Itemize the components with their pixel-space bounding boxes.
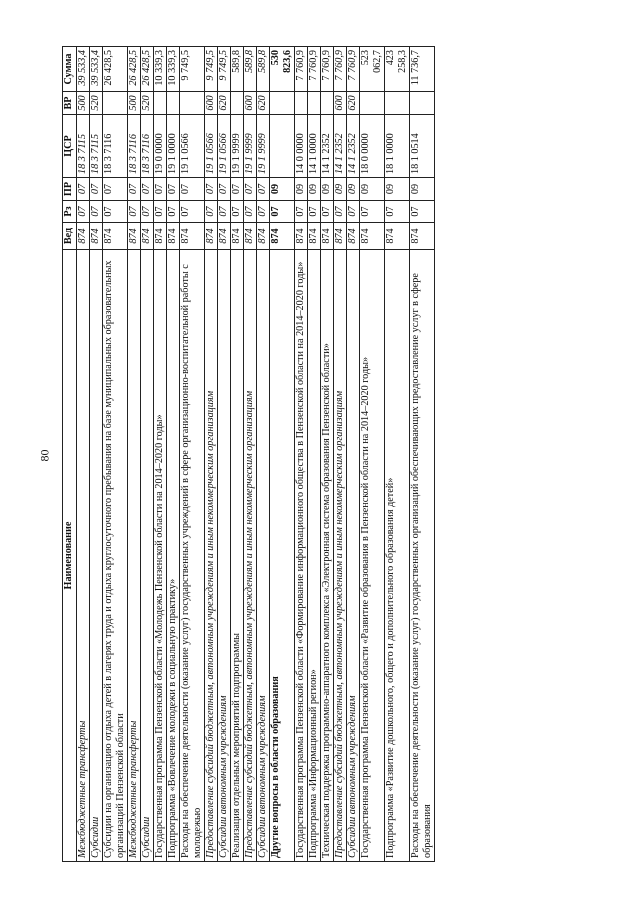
cell-rz: 07: [205, 201, 218, 223]
cell-sum: 7 760,9: [347, 47, 360, 92]
cell-rz: 07: [308, 201, 321, 223]
page-number: 80: [37, 449, 52, 462]
cell-ved: 874: [180, 223, 205, 250]
cell-name: Предоставление субсидий бюджетным, автономным учреждениям и иным некоммерческим организациям: [244, 250, 257, 862]
header-ved: Вед: [63, 223, 77, 250]
table-row: [90, 47, 103, 862]
cell-sum: 10 339,3: [167, 47, 180, 92]
table-row: [205, 47, 218, 862]
cell-sum: 589,8: [244, 47, 257, 92]
header-vr: ВР: [63, 92, 77, 115]
cell-pr: 09: [360, 178, 385, 201]
cell-vr: [410, 92, 435, 115]
cell-pr: 07: [154, 178, 167, 201]
cell-ved: 874: [308, 223, 321, 250]
header-pr: ПР: [63, 178, 77, 201]
cell-sum: 11 736,7: [410, 47, 435, 92]
cell-name: Расходы на обеспечение деятельности (оказание услуг) государственных учреждений в сфере организационно-воспитательной работы с молодежью: [180, 250, 205, 862]
cell-rz: 07: [231, 201, 244, 223]
cell-csr: 19 1 0566: [205, 115, 218, 178]
cell-ved: 874: [167, 223, 180, 250]
cell-rz: 07: [321, 201, 334, 223]
cell-rz: 07: [103, 201, 128, 223]
cell-vr: 500: [77, 92, 90, 115]
cell-pr: 07: [128, 178, 141, 201]
table-row: [360, 47, 385, 862]
rotated-table-container: [62, 47, 582, 862]
cell-ved: 874: [77, 223, 90, 250]
cell-ved: 874: [257, 223, 270, 250]
cell-ved: 874: [103, 223, 128, 250]
table-row: [270, 47, 295, 862]
cell-sum: 9 749,5: [180, 47, 205, 92]
cell-ved: 874: [141, 223, 154, 250]
cell-pr: 09: [321, 178, 334, 201]
cell-sum: 7 760,9: [321, 47, 334, 92]
cell-pr: 07: [205, 178, 218, 201]
cell-sum: 26 428,5: [141, 47, 154, 92]
cell-name: Государственная программа Пензенской области «Развитие образования в Пензенской области на 2014–2020 годы»: [360, 250, 385, 862]
cell-csr: [270, 115, 295, 178]
cell-pr: 09: [347, 178, 360, 201]
cell-csr: 18 3 7115: [77, 115, 90, 178]
cell-ved: 874: [360, 223, 385, 250]
cell-pr: 09: [334, 178, 347, 201]
table-header-row: [63, 47, 77, 862]
cell-name: Подпрограмма «Информационный регион»: [308, 250, 321, 862]
table-row: [410, 47, 435, 862]
cell-vr: [295, 92, 308, 115]
cell-rz: 07: [154, 201, 167, 223]
header-name: Наименование: [63, 250, 77, 862]
cell-vr: 600: [334, 92, 347, 115]
cell-rz: 07: [410, 201, 435, 223]
cell-rz: 07: [77, 201, 90, 223]
budget-table: [62, 46, 435, 862]
cell-csr: 19 1 0566: [180, 115, 205, 178]
cell-csr: 19 1 9999: [244, 115, 257, 178]
cell-sum: 523 062,7: [360, 47, 385, 92]
table-row: [231, 47, 244, 862]
cell-sum: 7 760,9: [308, 47, 321, 92]
table-row: [347, 47, 360, 862]
cell-vr: 620: [257, 92, 270, 115]
cell-rz: 07: [334, 201, 347, 223]
cell-csr: 18 1 0514: [410, 115, 435, 178]
cell-name: Реализация отдельных мероприятий подпрограммы: [231, 250, 244, 862]
cell-ved: 874: [205, 223, 218, 250]
cell-pr: 07: [103, 178, 128, 201]
header-csr: ЦСР: [63, 115, 77, 178]
table-row: [167, 47, 180, 862]
cell-rz: 07: [385, 201, 410, 223]
cell-csr: 14 1 2352: [334, 115, 347, 178]
table-row: [154, 47, 167, 862]
cell-rz: 07: [360, 201, 385, 223]
table-row: [334, 47, 347, 862]
cell-vr: [385, 92, 410, 115]
cell-vr: 620: [218, 92, 231, 115]
cell-ved: 874: [128, 223, 141, 250]
cell-sum: 9 749,5: [218, 47, 231, 92]
table-row: [295, 47, 308, 862]
cell-pr: 09: [270, 178, 295, 201]
cell-ved: 874: [385, 223, 410, 250]
cell-pr: 07: [167, 178, 180, 201]
cell-csr: 19 1 0566: [218, 115, 231, 178]
table-row: [244, 47, 257, 862]
cell-rz: 07: [90, 201, 103, 223]
cell-sum: 423 258,3: [385, 47, 410, 92]
cell-pr: 09: [410, 178, 435, 201]
cell-csr: 14 1 0000: [308, 115, 321, 178]
table-row: [321, 47, 334, 862]
cell-pr: 09: [385, 178, 410, 201]
table-row: [141, 47, 154, 862]
cell-ved: 874: [231, 223, 244, 250]
cell-vr: [321, 92, 334, 115]
cell-rz: 07: [244, 201, 257, 223]
cell-ved: 874: [410, 223, 435, 250]
cell-vr: [360, 92, 385, 115]
header-sum: Сумма: [63, 47, 77, 92]
cell-csr: 19 0 0000: [154, 115, 167, 178]
cell-vr: [180, 92, 205, 115]
cell-ved: 874: [218, 223, 231, 250]
cell-name: Межбюджетные трансферты: [77, 250, 90, 862]
cell-csr: 19 1 9999: [257, 115, 270, 178]
cell-name: Субсидии на организацию отдыха детей в лагерях труда и отдыха круглосуточного пребывания на базе муниципальных образовательных организаций Пензенской области: [103, 250, 128, 862]
cell-sum: 7 760,9: [295, 47, 308, 92]
cell-csr: 14 1 2352: [321, 115, 334, 178]
cell-pr: 07: [77, 178, 90, 201]
cell-rz: 07: [257, 201, 270, 223]
cell-sum: 39 533,4: [90, 47, 103, 92]
cell-vr: [167, 92, 180, 115]
cell-name: Государственная программа Пензенской области «Молодежь Пензенской области на 2014–2020 годы»: [154, 250, 167, 862]
cell-rz: 07: [128, 201, 141, 223]
cell-name: Субсидии: [141, 250, 154, 862]
cell-pr: 07: [141, 178, 154, 201]
header-rz: Рз: [63, 201, 77, 223]
cell-vr: 620: [347, 92, 360, 115]
table-row: [180, 47, 205, 862]
cell-pr: 07: [257, 178, 270, 201]
cell-rz: 07: [347, 201, 360, 223]
cell-name: Субсидии: [90, 250, 103, 862]
cell-ved: 874: [347, 223, 360, 250]
cell-sum: 10 339,3: [154, 47, 167, 92]
cell-sum: 39 533,4: [77, 47, 90, 92]
cell-rz: 07: [180, 201, 205, 223]
cell-pr: 09: [308, 178, 321, 201]
cell-csr: 18 1 0000: [385, 115, 410, 178]
cell-vr: 500: [128, 92, 141, 115]
cell-name: Межбюджетные трансферты: [128, 250, 141, 862]
cell-sum: 9 749,5: [205, 47, 218, 92]
cell-vr: [308, 92, 321, 115]
cell-ved: 874: [270, 223, 295, 250]
cell-name: Расходы на обеспечение деятельности (оказание услуг) государственных организаций обеспечивающих предоставление услуг в сфере образования: [410, 250, 435, 862]
table-row: [128, 47, 141, 862]
cell-sum: 26 428,5: [103, 47, 128, 92]
cell-csr: 18 3 7116: [141, 115, 154, 178]
cell-vr: [231, 92, 244, 115]
cell-ved: 874: [244, 223, 257, 250]
cell-ved: 874: [90, 223, 103, 250]
table-body: [77, 47, 435, 862]
cell-vr: [270, 92, 295, 115]
cell-csr: 18 3 7116: [103, 115, 128, 178]
cell-name: Субсидии автономным учреждениям: [218, 250, 231, 862]
cell-name: Другие вопросы в области образования: [270, 250, 295, 862]
cell-rz: 07: [141, 201, 154, 223]
cell-sum: 7 760,9: [334, 47, 347, 92]
table-row: [77, 47, 90, 862]
cell-sum: 26 428,5: [128, 47, 141, 92]
cell-vr: [103, 92, 128, 115]
cell-name: Подпрограмма «Развитие дошкольного, общего и дополнительного образования детей»: [385, 250, 410, 862]
cell-vr: [154, 92, 167, 115]
cell-csr: 18 3 7116: [128, 115, 141, 178]
cell-ved: 874: [334, 223, 347, 250]
cell-csr: 18 3 7115: [90, 115, 103, 178]
cell-csr: 14 1 2352: [347, 115, 360, 178]
cell-name: Предоставление субсидий бюджетным, автономным учреждениям и иным некоммерческим организациям: [334, 250, 347, 862]
cell-vr: 520: [141, 92, 154, 115]
cell-vr: 600: [205, 92, 218, 115]
cell-name: Предоставление субсидий бюджетным, автономным учреждениям и иным некоммерческим организациям: [205, 250, 218, 862]
cell-rz: 07: [270, 201, 295, 223]
cell-pr: 07: [180, 178, 205, 201]
cell-name: Подпрограмма «Вовлечение молодежи в социальную практику»: [167, 250, 180, 862]
cell-ved: 874: [154, 223, 167, 250]
cell-name: Субсидии автономным учреждениям: [347, 250, 360, 862]
cell-ved: 874: [321, 223, 334, 250]
cell-rz: 07: [218, 201, 231, 223]
cell-csr: 14 0 0000: [295, 115, 308, 178]
cell-ved: 874: [295, 223, 308, 250]
cell-csr: 19 1 0000: [167, 115, 180, 178]
cell-pr: 07: [90, 178, 103, 201]
cell-pr: 07: [231, 178, 244, 201]
table-row: [257, 47, 270, 862]
cell-pr: 07: [244, 178, 257, 201]
cell-sum: 530 823,6: [270, 47, 295, 92]
cell-vr: 520: [90, 92, 103, 115]
table-row: [103, 47, 128, 862]
table-row: [385, 47, 410, 862]
cell-sum: 589,8: [231, 47, 244, 92]
cell-pr: 07: [218, 178, 231, 201]
cell-name: Государственная программа Пензенской области «Формирование информационного общества в Пензенской области на 2014–2020 годы»: [295, 250, 308, 862]
table-row: [218, 47, 231, 862]
cell-csr: 18 0 0000: [360, 115, 385, 178]
cell-csr: 19 1 9999: [231, 115, 244, 178]
cell-vr: 600: [244, 92, 257, 115]
cell-rz: 07: [167, 201, 180, 223]
cell-name: Субсидии автономным учреждениям: [257, 250, 270, 862]
cell-rz: 07: [295, 201, 308, 223]
cell-sum: 589,8: [257, 47, 270, 92]
cell-pr: 09: [295, 178, 308, 201]
table-row: [308, 47, 321, 862]
cell-name: Техническая поддержка программно-аппаратного комплекса «Электронная система образования Пензенской области»: [321, 250, 334, 862]
